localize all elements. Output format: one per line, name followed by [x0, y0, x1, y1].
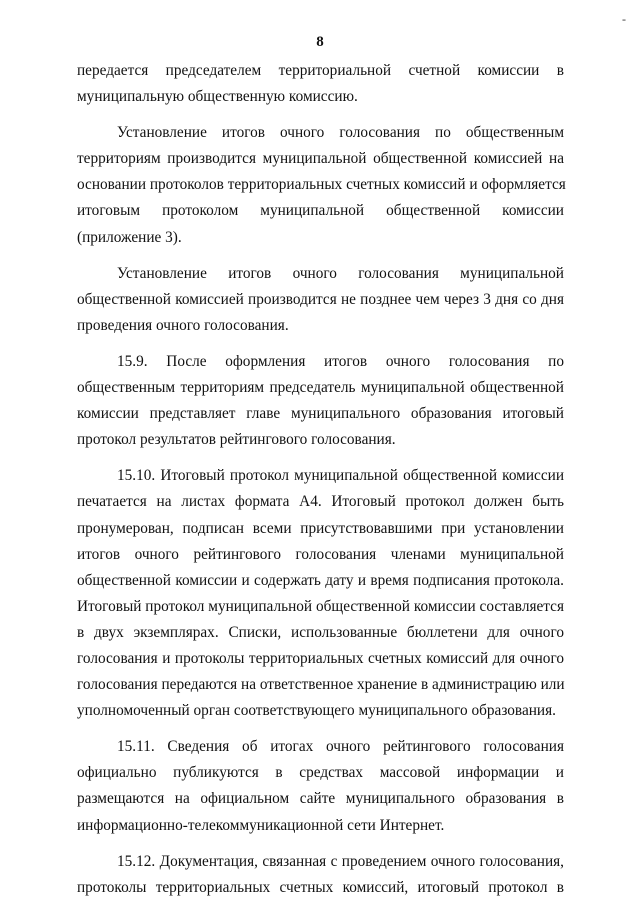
text-line: итоговым протоколом муниципальной общественной комиссии	[77, 202, 564, 220]
text-line: общественной комиссией производится не позднее чем через 3 дня со дня	[77, 290, 564, 308]
text-line: Установление итогов очного голосования по общественным	[117, 124, 564, 142]
text-line: общественным территориям председатель муниципальной общественной	[77, 379, 564, 397]
text-line: итогов очного рейтингового голосования членами муниципальной	[77, 545, 564, 563]
text-line: размещаются на официальном сайте муниципального образования в	[77, 790, 564, 808]
text-line: территориям производится муниципальной общественной комиссией на	[77, 150, 564, 168]
paragraph-15-10	[77, 463, 564, 724]
text-line: передается председателем территориальной счетной комиссии в	[77, 62, 564, 79]
text-line: официально публикуются в средствах массовой информации и	[77, 764, 564, 782]
text-line: пронумерован, подписан всеми присутствовавшими при установлении	[77, 519, 564, 537]
document-body	[77, 58, 564, 901]
text-line: уполномоченный орган соответствующего муниципального образования.	[77, 702, 556, 720]
text-line: голосования и протоколы территориальных счетных комиссий для очного	[77, 649, 564, 667]
text-line: 15.10. Итоговый протокол муниципальной общественной комиссии	[117, 467, 564, 485]
page-number: 8	[316, 34, 324, 50]
text-line: проведения очного голосования.	[77, 316, 289, 334]
paragraph-15-9	[77, 349, 564, 453]
text-line: 15.11. Сведения об итогах очного рейтингового голосования	[117, 738, 564, 756]
text-line: информационно-телекоммуникационной сети Интернет.	[77, 816, 445, 834]
text-line: муниципальную общественную комиссию.	[77, 88, 358, 106]
scan-mark: -	[622, 12, 626, 26]
text-line: (приложение 3).	[77, 228, 182, 246]
paragraph-15-11	[77, 734, 564, 838]
paragraph-results-establishment	[77, 120, 564, 250]
text-line: Установление итогов очного голосования муниципальной	[117, 264, 564, 282]
paragraph-results-deadline	[77, 261, 564, 339]
text-line: 15.12. Документация, связанная с проведением очного голосования,	[117, 852, 564, 870]
text-line: Итоговый протокол муниципальной общественной комиссии составляется	[77, 597, 564, 615]
paragraph-15-12	[77, 849, 564, 901]
text-line: протоколы территориальных счетных комиссий, итоговый протокол в	[77, 878, 564, 896]
text-line: комиссии представляет главе муниципального образования итоговый	[77, 405, 564, 423]
text-line: протокол результатов рейтингового голосования.	[77, 431, 396, 449]
text-line: 15.9. После оформления итогов очного голосования по	[117, 352, 564, 370]
text-line: в двух экземплярах. Списки, использованные бюллетени для очного	[77, 623, 564, 641]
text-line: общественной комиссии и содержать дату и время подписания протокола.	[77, 571, 564, 589]
paragraph-continuation	[77, 58, 564, 110]
text-line: основании протоколов территориальных счетных комиссий и оформляется	[77, 176, 566, 194]
text-line: голосования передаются на ответственное хранение в администрацию или	[77, 676, 565, 694]
text-line: печатается на листах формата А4. Итоговый протокол должен быть	[77, 493, 564, 511]
